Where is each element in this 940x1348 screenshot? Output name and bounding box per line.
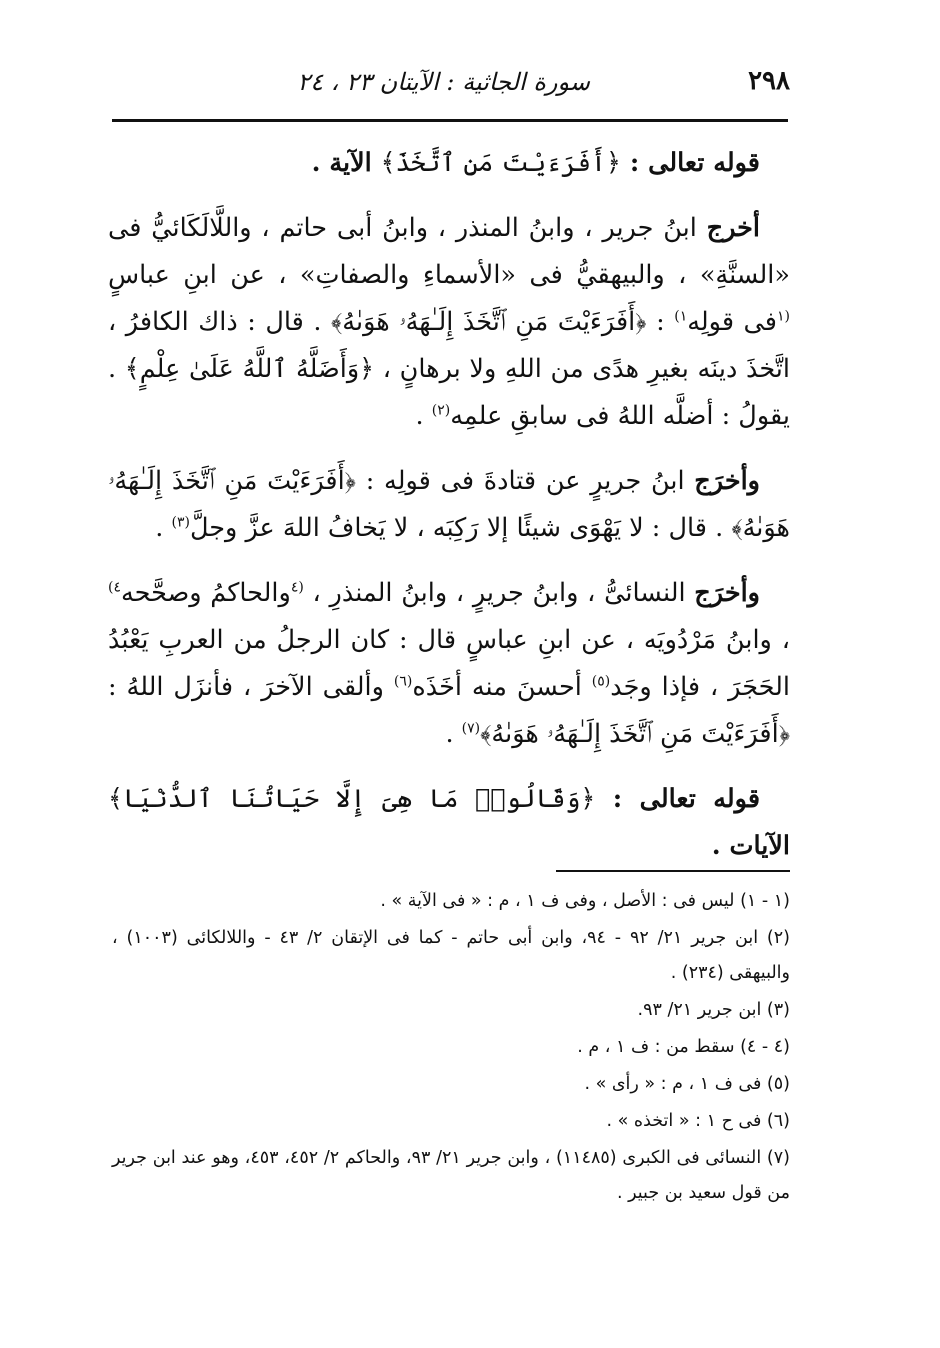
text-span: ، وابنُ مَرْدُويَه ، عن ابنِ عباسٍ قال : كان الرجلُ من العربِ يَعْبُدُ الحَجَرَ ، فإذا وجَد <box>108 625 790 702</box>
paragraph-2 <box>108 458 790 552</box>
footnote-rule <box>556 870 790 872</box>
text-span: ابنُ جرير ، وابنُ المنذر ، وابنُ أبى حاتم ، واللَّالَكَائيُّ فى «السنَّةِ» ، والبيهقيُّ فى «الأسماءِ والصفاتِ» ، عن ابنِ عباسٍ <box>108 213 790 290</box>
footnote: (٣) ابن جرير ٢١/ ٩٣. <box>637 1000 790 1020</box>
quran-quote: ﴿أَفَرَءَيْتَ مَنِ ٱتَّخَذَ﴾ <box>380 148 621 178</box>
heading-rest: الآية . <box>311 148 381 178</box>
page-number: ٢٩٨ <box>748 66 790 96</box>
paragraph-1 <box>108 205 790 440</box>
footnote-marker: (٣) <box>171 514 190 531</box>
heading-rest: الآيات . <box>711 831 790 861</box>
running-header <box>112 66 790 106</box>
footnote: (٢) ابن جرير ٢١/ ٩٢ - ٩٤، وابن أبى حاتم - كما فى الإتقان ٢/ ٤٣ - واللالكائى (١٠٠٣) ، والبيهقى (٢٣٤) . <box>112 928 790 983</box>
text-span: . قال : لا يَهْوَى شيئًا إلا رَكِبَه ، لا يَخافُ اللهَ عزَّ وجلَّ <box>189 513 732 543</box>
footnote-marker: (٦) <box>393 673 413 690</box>
header-rule <box>112 119 788 122</box>
footnote: (٦) فى ح ١ : « اتخذه » . <box>606 1111 790 1131</box>
text-span: فى قولِه <box>687 307 777 337</box>
heading-label: قوله تعالى : <box>595 784 761 814</box>
footnote-marker: (٤ <box>290 579 304 596</box>
paragraph-3 <box>108 570 790 758</box>
text-span: . <box>155 513 172 543</box>
footnote-marker: (١ <box>777 308 790 325</box>
heading-label: قوله تعالى : <box>620 148 760 178</box>
quran-quote: ﴿وَأَضَلَّهُ ٱللَّهُ عَلَىٰ عِلْمٍ﴾ <box>124 354 375 384</box>
text-span: : <box>646 307 675 337</box>
footnote: (٤ - ٤) سقط من : ف ١ ، م . <box>577 1037 790 1057</box>
paragraph-lead: أخرج <box>706 213 760 243</box>
text-span: وألقى الآخرَ ، فأنزَل اللهُ : <box>108 672 394 702</box>
footnote: (٧) النسائى فى الكبرى (١١٤٨٥) ، وابن جرير ٢١/ ٩٣، والحاكم ٢/ ٤٥٢، ٤٥٣، وهو عند ابن جرير من قول سعيد بن جبير . <box>112 1148 790 1203</box>
text-span: ابنُ جريرٍ عن قتادةَ فى قولِه : <box>355 466 695 496</box>
main-text <box>108 140 790 870</box>
quran-quote: ﴿أَفَرَءَيْتَ مَنِ ٱتَّخَذَ إِلَـٰهَهُۥ هَوَىٰهُ﴾ <box>108 466 790 543</box>
paragraph-lead: وأخرَج <box>694 578 760 608</box>
text-span: . <box>445 719 462 749</box>
footnotes <box>112 884 790 1211</box>
text-span: . قال : ذاك الكافرُ ، اتَّخذَ دينَه بغيرِ هدًى من اللهِ ولا برهانٍ ، <box>108 307 790 384</box>
verse-heading-2 <box>108 776 790 870</box>
text-span: . يقولُ : أضلَّه اللهُ فى سابقِ علمِه <box>108 354 790 431</box>
quran-quote: ﴿أَفَرَءَيْتَ مَنِ ٱتَّخَذَ إِلَـٰهَهُۥ هَوَىٰهُ﴾ <box>331 307 647 337</box>
text-span: . <box>415 401 432 431</box>
quran-quote: ﴿وَقَالُوا۟ مَا هِىَ إِلَّا حَيَاتُنَا ٱلدُّنْيَا﴾ <box>108 784 596 814</box>
footnote-marker: ٤) <box>108 579 121 596</box>
header-title: سورة الجاثية : الآيتان ٢٣ ، ٢٤ <box>297 68 590 96</box>
footnote-marker: ١) <box>674 308 688 325</box>
text-span: النسائىُّ ، وابنُ جريرٍ ، وابنُ المنذرِ ، <box>303 578 695 608</box>
quran-quote: ﴿أَفَرَءَيْتَ مَنِ ٱتَّخَذَ إِلَـٰهَهُۥ هَوَىٰهُ﴾ <box>480 719 790 749</box>
footnote-marker: (٢) <box>431 402 451 419</box>
footnote-marker: (٧) <box>461 720 481 737</box>
footnote: (٥) فى ف ١ ، م : « رأى » . <box>584 1074 790 1094</box>
text-span: أحسنَ منه أخَذَه <box>412 672 592 702</box>
verse-heading-1 <box>108 140 790 187</box>
paragraph-lead: وأخرَج <box>694 466 760 496</box>
text-span: والحاكمُ وصحَّحه <box>121 578 291 608</box>
footnote-marker: (٥) <box>591 673 611 690</box>
footnote: (١ - ١) ليس فى : الأصل ، وفى ف ١ ، م : « فى الآية » . <box>380 891 790 911</box>
